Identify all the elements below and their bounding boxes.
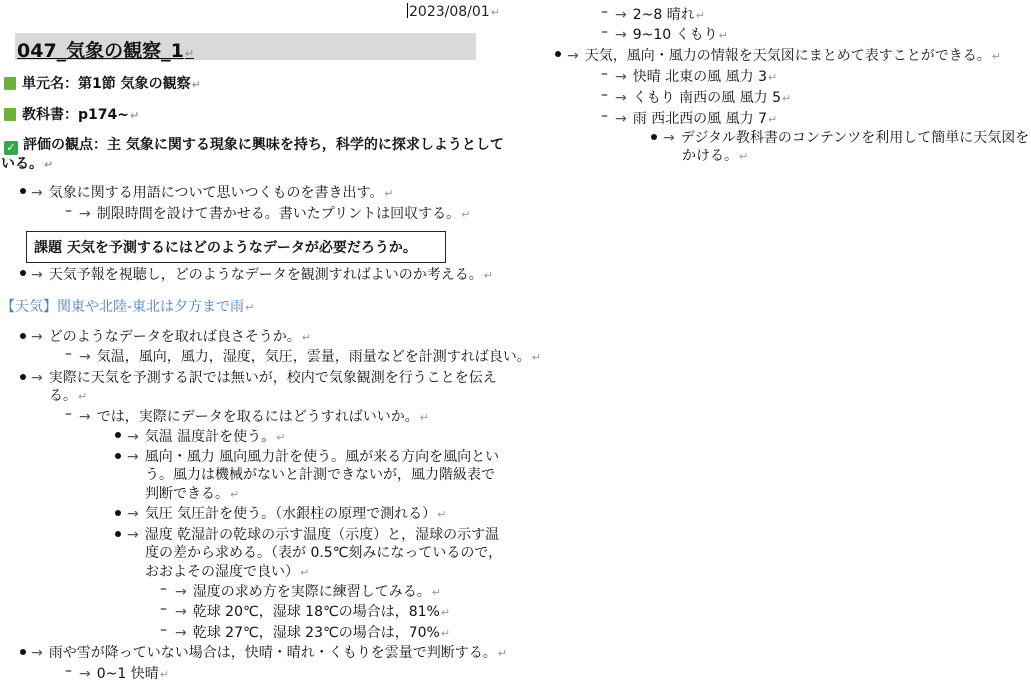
list-item-cont[interactable]: [145, 464, 495, 484]
bullet-dot: [20, 333, 26, 339]
list-item[interactable]: [31, 182, 394, 202]
list-item-text: 天気，風向・風力の情報を天気図にまとめて表すことができる。: [584, 48, 991, 64]
list-item-text: る。: [49, 388, 77, 404]
viewpoint-line[interactable]: [4, 134, 504, 155]
paragraph-mark-icon: ↵: [490, 6, 500, 19]
task-text: 課題 天気を予測するにはどのようなデータが必要だろうか。: [34, 240, 417, 256]
list-item-text: では，実際にデータを取るにはどうすればいいか。: [96, 409, 419, 425]
dash-marker: –: [601, 108, 608, 124]
textbook-text: 教科書：p174~: [22, 107, 129, 123]
tab-arrow-icon: →: [127, 429, 139, 445]
list-item-text: 2~8 晴れ: [632, 7, 695, 23]
dash-marker: –: [65, 203, 72, 219]
list-item-text: 気温 温度計を使う。: [144, 429, 276, 445]
paragraph-mark-icon: ↵: [739, 150, 749, 163]
tab-arrow-icon: →: [127, 449, 139, 465]
tab-arrow-icon: →: [175, 604, 187, 620]
list-item[interactable]: [79, 663, 169, 683]
check-icon: ✓: [4, 141, 18, 155]
bullet-dot: [115, 510, 121, 516]
right-column: [545, 0, 1031, 690]
tab-arrow-icon: →: [31, 645, 43, 661]
paragraph-mark-icon: ↵: [497, 647, 507, 660]
paragraph-mark-icon: ↵: [44, 158, 54, 171]
list-item[interactable]: [175, 622, 450, 642]
list-item[interactable]: [615, 66, 777, 86]
list-item-text: 気温，風向，風力，湿度，気圧，雲量，雨量などを計測すれば良い。: [96, 349, 531, 365]
list-item-text: 快晴 北東の風 風力 3: [632, 69, 767, 85]
list-item[interactable]: [175, 601, 450, 621]
list-item[interactable]: [127, 426, 285, 446]
list-item-text: かける。: [682, 148, 738, 164]
list-item-text: どのようなデータを取れば良さそうか。: [48, 329, 301, 345]
title-text: 047_気象の観察_1: [17, 40, 184, 62]
list-item-text: 湿度 乾湿計の乾球の示す温度（示度）と，湿球の示す温: [144, 527, 500, 543]
list-item[interactable]: [31, 326, 311, 346]
list-item-text: 天気予報を視聴し，どのようなデータを観測すればよいのか考える。: [48, 267, 483, 283]
dash-marker: –: [160, 622, 167, 638]
bullet-dot: [20, 188, 26, 194]
bullet-dot: [115, 531, 121, 537]
list-item-cont[interactable]: [682, 145, 748, 165]
tab-arrow-icon: →: [615, 90, 627, 106]
textbook-line[interactable]: [4, 104, 139, 124]
paragraph-mark-icon: ↵: [768, 71, 778, 84]
bullet-dot: [555, 51, 561, 57]
list-item[interactable]: [31, 264, 493, 284]
paragraph-mark-icon: ↵: [440, 627, 451, 640]
tab-arrow-icon: →: [567, 48, 579, 64]
tab-arrow-icon: →: [31, 329, 43, 345]
paragraph-mark-icon: ↵: [129, 109, 140, 122]
bullet-dot: [20, 270, 26, 276]
list-item[interactable]: [127, 524, 499, 544]
list-item-text: おおよその湿度で良い）: [145, 564, 299, 580]
list-item-text: 9~10 くもり: [632, 27, 718, 43]
list-item[interactable]: [79, 203, 470, 223]
tab-arrow-icon: →: [79, 666, 91, 682]
list-item-text: 制限時間を設けて書かせる。書いたプリントは回収する。: [96, 206, 461, 222]
list-item[interactable]: [31, 367, 497, 387]
paragraph-mark-icon: ↵: [695, 9, 705, 22]
tab-arrow-icon: →: [31, 267, 43, 283]
dash-marker: –: [601, 4, 608, 20]
book-icon: [4, 77, 16, 90]
bullet-dot: [20, 649, 26, 655]
tab-arrow-icon: →: [615, 111, 627, 127]
paragraph-mark-icon: ↵: [782, 92, 792, 105]
list-item-text: 風向・風力 風向風力計を使う。風が来る方向を風向とい: [144, 449, 500, 465]
paragraph-mark-icon: ↵: [276, 431, 286, 444]
tab-arrow-icon: →: [615, 7, 627, 23]
tab-arrow-icon: →: [663, 130, 675, 146]
list-item[interactable]: [615, 24, 728, 44]
task-box[interactable]: [26, 231, 446, 263]
list-item[interactable]: [615, 4, 705, 24]
paragraph-mark-icon: ↵: [78, 390, 88, 403]
list-item[interactable]: [615, 108, 777, 128]
dash-marker: –: [65, 346, 72, 362]
paragraph-mark-icon: ↵: [531, 351, 541, 364]
paragraph-mark-icon: ↵: [230, 488, 240, 501]
tab-arrow-icon: →: [79, 206, 91, 222]
bullet-dot: [20, 374, 26, 380]
paragraph-mark-icon: ↵: [768, 113, 778, 126]
bullet-dot: [115, 432, 121, 438]
news-headline-link[interactable]: [1, 296, 254, 316]
date-text[interactable]: [407, 3, 500, 20]
paragraph-mark-icon: ↵: [461, 208, 471, 221]
list-item[interactable]: [79, 406, 429, 426]
list-item[interactable]: [615, 87, 791, 107]
list-item-cont[interactable]: [145, 483, 239, 503]
paragraph-mark-icon: ↵: [245, 301, 255, 314]
dash-marker: –: [160, 601, 167, 617]
paragraph-mark-icon: ↵: [184, 47, 195, 60]
viewpoint-text-2: いる。: [1, 156, 43, 172]
paragraph-mark-icon: ↵: [440, 606, 451, 619]
paragraph-mark-icon: ↵: [301, 331, 311, 344]
paragraph-mark-icon: ↵: [300, 566, 310, 579]
unit-text: 単元名：第1節 気象の観察: [22, 76, 191, 92]
paragraph-mark-icon: ↵: [991, 50, 1001, 63]
tab-arrow-icon: →: [127, 527, 139, 543]
tab-arrow-icon: →: [79, 349, 91, 365]
list-item-text: 判断できる。: [145, 486, 229, 502]
list-item-text: 乾球 20℃，湿球 18℃の場合は，81%: [192, 604, 440, 620]
paragraph-mark-icon: ↵: [437, 508, 447, 521]
list-item-text: 【天気】関東や北陸-東北は夕方まで雨: [1, 299, 245, 315]
dash-marker: –: [65, 663, 72, 679]
list-item-text: 雨 西北西の風 風力 7: [632, 111, 767, 127]
list-item-text: 気圧 気圧計を使う。（水銀柱の原理で測れる）: [144, 506, 437, 522]
tab-arrow-icon: →: [31, 370, 43, 386]
list-item-text: 気象に関する用語について思いつくものを書き出す。: [48, 185, 384, 201]
list-item-text: 0~1 快晴: [96, 666, 159, 682]
paragraph-mark-icon: ↵: [384, 187, 394, 200]
bullet-dot: [651, 134, 657, 140]
list-item-text: 実際に天気を予測する訳では無いが，校内で気象観測を行うことを伝え: [48, 370, 497, 386]
list-item-cont[interactable]: [145, 542, 502, 562]
text-cursor: [407, 3, 408, 18]
list-item-text: 雨や雪が降っていない場合は，快晴・晴れ・くもりを雲量で判断する。: [48, 645, 497, 661]
document-title[interactable]: [17, 36, 194, 63]
list-item[interactable]: [567, 45, 1001, 65]
dash-marker: –: [65, 406, 72, 422]
list-item[interactable]: [127, 446, 499, 466]
dash-marker: –: [601, 87, 608, 103]
bullet-dot: [115, 453, 121, 459]
list-item-text: 度の差から求める。（表が 0.5℃刻みになっているので，: [145, 545, 503, 561]
tab-arrow-icon: →: [127, 506, 139, 522]
paragraph-mark-icon: ↵: [431, 586, 441, 599]
list-item-text: 乾球 27℃，湿球 23℃の場合は，70%: [192, 625, 440, 641]
unit-line[interactable]: [4, 73, 201, 93]
tab-arrow-icon: →: [175, 584, 187, 600]
paragraph-mark-icon: ↵: [483, 269, 493, 282]
paragraph-mark-icon: ↵: [159, 668, 169, 681]
list-item-cont[interactable]: [145, 561, 309, 581]
tab-arrow-icon: →: [31, 185, 43, 201]
tab-arrow-icon: →: [615, 27, 627, 43]
tab-arrow-icon: →: [615, 69, 627, 85]
list-item[interactable]: [663, 127, 1029, 147]
paragraph-mark-icon: ↵: [718, 29, 728, 42]
tab-arrow-icon: →: [79, 409, 91, 425]
viewpoint-text-1: 評価の観点：主 気象に関する現象に興味を持ち，科学的に探求しようとして: [23, 137, 504, 153]
list-item[interactable]: [31, 642, 507, 662]
list-item[interactable]: [79, 346, 541, 366]
dash-marker: –: [601, 66, 608, 82]
paragraph-mark-icon: ↵: [191, 78, 201, 91]
viewpoint-line-2[interactable]: [1, 153, 53, 173]
tab-arrow-icon: →: [175, 625, 187, 641]
list-item[interactable]: [127, 503, 446, 523]
book-icon: [4, 108, 16, 121]
list-item-text: くもり 南西の風 風力 5: [632, 90, 781, 106]
paragraph-mark-icon: ↵: [419, 411, 429, 424]
dash-marker: –: [160, 581, 167, 597]
list-item-text: デジタル教科書のコンテンツを利用して簡単に天気図を: [680, 130, 1030, 146]
list-item-text: 湿度の求め方を実際に練習してみる。: [192, 584, 431, 600]
list-item-text: う。風力は機械がないと計測できないが，風力階級表で: [145, 467, 495, 483]
date-value: 2023/08/01: [409, 4, 490, 20]
dash-marker: –: [601, 24, 608, 40]
list-item[interactable]: [175, 581, 441, 601]
list-item-cont[interactable]: [49, 385, 87, 405]
